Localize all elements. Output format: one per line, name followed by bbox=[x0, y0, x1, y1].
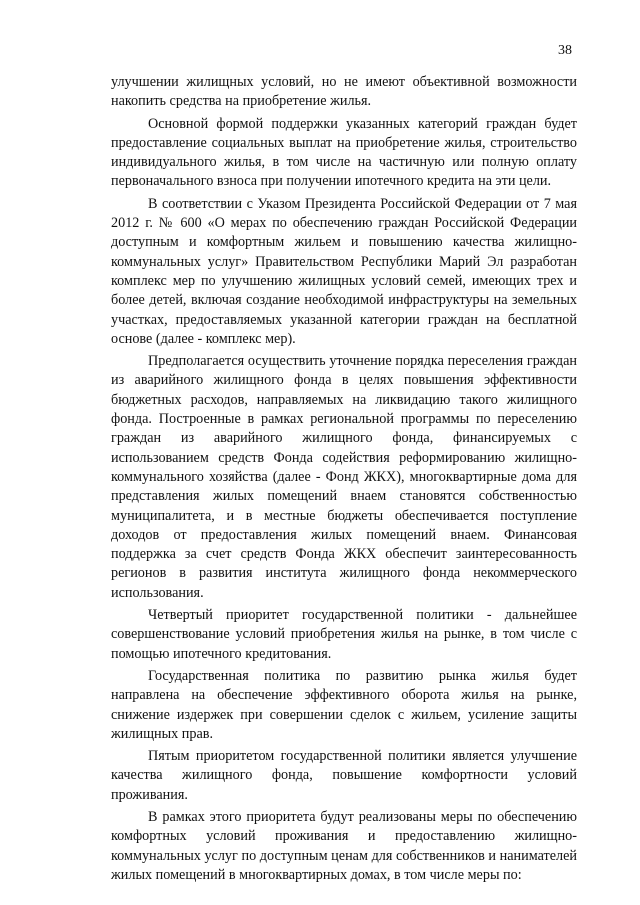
paragraph-4: Предполагается осуществить уточнение порядка переселения граждан из аварийного жилищного фонда в целях повышения эффективности бюджетных расходов, направляемых на ликвидацию такого жилищного фонда. Построенные в рамках региональной программы по переселению граждан из аварийного жилищного фонда, финансируемых с использованием средств Фонда содействия реформированию жилищно-коммунального хозяйства (далее - Фонд ЖКХ), многоквартирные дома для представления жилых помещений внаем становятся собственностью муниципалитета, и в местные бюджеты обеспечивается поступление доходов от предоставления жилых помещений внаем. Финансовая поддержка за счет средств Фонда ЖКХ обеспечит заинтересованность регионов в развития института жилищного фонда некоммерческого использования. bbox=[111, 353, 577, 601]
paragraph-7: Пятым приоритетом государственной политики является улучшение качества жилищного фонда, повышение комфортности условий проживания. bbox=[111, 748, 577, 803]
paragraph-1: улучшении жилищных условий, но не имеют объективной возможности накопить средства на приобретение жилья. bbox=[111, 74, 577, 110]
paragraph-2: Основной формой поддержки указанных категорий граждан будет предоставление социальных выплат на приобретение жилья, строительство индивидуального жилья, в том числе на частичную или полную оплату первоначального взноса при получении ипотечного кредита на эти цели. bbox=[111, 115, 577, 190]
page-number: 38 bbox=[558, 43, 572, 58]
body-text bbox=[111, 73, 577, 888]
paragraph-6: Государственная политика по развитию рынка жилья будет направлена на обеспечение эффективного оборота жилья на рынке, снижение издержек при совершении сделок с жильем, усиление защиты жилищных прав. bbox=[111, 667, 577, 742]
paragraph-3: В соответствии с Указом Президента Российской Федерации от 7 мая 2012 г. № 600 «О мерах по обеспечению граждан Российской Федерации доступным и комфортным жильем и повышению качества жилищно-коммунальных услуг» Правительством Республики Марий Эл разработан комплекс мер по улучшению жилищных условий семей, имеющих трех и более детей, включая создание необходимой инфраструктуры на земельных участках, предоставляемых указанной категории граждан на бесплатной основе (далее - комплекс мер). bbox=[111, 195, 577, 347]
paragraph-5: Четвертый приоритет государственной политики - дальнейшее совершенствование условий приобретения жилья на рынке, в том числе с помощью ипотечного кредитования. bbox=[111, 607, 577, 662]
paragraph-8: В рамках этого приоритета будут реализованы меры по обеспечению комфортных условий проживания и предоставлению жилищно-коммунальных услуг по доступным ценам для собственников и нанимателей жилых помещений в многоквартирных домах, в том числе меры по: bbox=[111, 808, 577, 883]
